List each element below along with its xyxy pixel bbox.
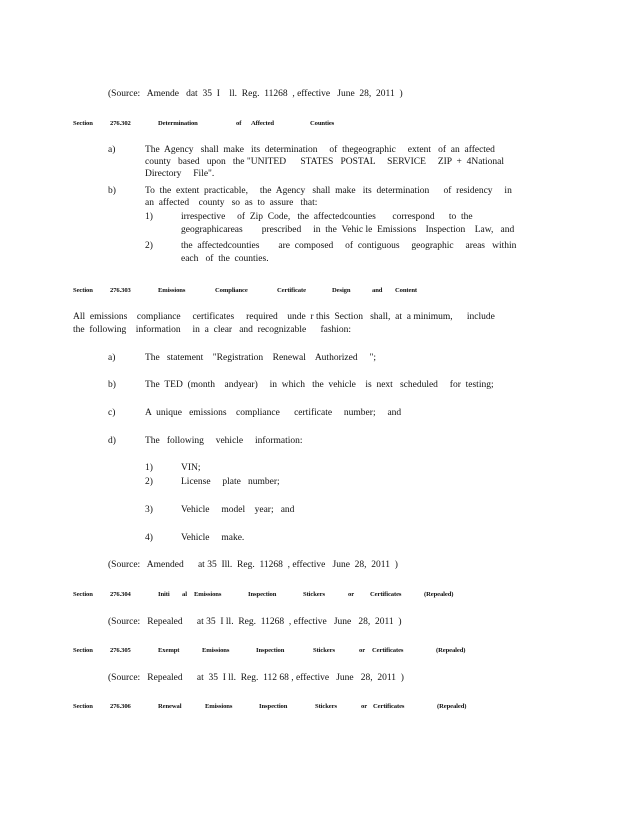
subitem-marker: 2) [145,477,153,487]
paragraph-line: county based upon the "UNITED STATES POSTAL SERVICE ZIP + 4National [145,157,505,167]
paragraph-line: The statement "Registration Renewal Authorized "; [145,353,376,363]
section-title-word: (Repealed) [437,703,467,710]
item-marker: b) [108,186,116,196]
section-word: Section [73,703,93,710]
item-marker: c) [108,408,116,418]
section-title-word: or [361,703,368,710]
section-word: Section [73,647,93,654]
subitem-marker: 4) [145,533,153,543]
subitem-marker: 3) [145,505,153,515]
section-title-word: Inspection [256,647,285,654]
source-note: (Source: Amended at 35 Ill. Reg. 11268 , effective June 28, 2011 ) [108,560,398,570]
source-note: (Source: Repealed at 35 I ll. Reg. 11268 , effective June 28, 2011 ) [108,617,402,627]
section-word: Section [73,120,93,127]
section-title-word: Certificate [277,287,306,294]
section-title-word: Counties [310,120,335,127]
section-title-word: Compliance [215,287,248,294]
section-heading-276-306 [73,701,573,833]
section-word: Section [73,287,93,294]
paragraph-line: geographicareas prescribed in the Vehic le Emissions Inspection Law, and [181,225,515,235]
section-number: 276.303 [110,287,131,294]
section-title-word: Emissions [158,287,186,294]
paragraph-line: A unique emissions compliance certificate number; and [145,408,402,418]
section-title-word: (Repealed) [424,591,454,598]
section-title-word: Stickers [303,591,325,598]
section-number: 276.306 [110,703,131,710]
subitem-marker: 1) [145,212,153,222]
paragraph-line: All emissions compliance certificates required unde r this Section shall, at a minimum, include [73,312,495,322]
section-title-word: Inspection [259,703,288,710]
section-title-word: Determination [158,120,198,127]
paragraph-line: irrespective of Zip Code, the affectedcounties correspond to the [181,212,473,222]
paragraph-line: The Agency shall make its determination of thegeographic extent of an affected [145,145,495,155]
source-note-top: (Source: Amende dat 35 I ll. Reg. 11268 , effective June 28, 2011 ) [108,89,403,99]
section-title-word: Emissions [194,591,222,598]
item-marker: b) [108,380,116,390]
source-note: (Source: Repealed at 35 I ll. Reg. 112 68 , effective June 28, 2011 ) [108,673,404,683]
section-title-word: Design [332,287,351,294]
paragraph-line: Vehicle model year; and [181,505,295,515]
section-title-word: Affected [251,120,274,127]
section-title-word: Certificates [370,591,402,598]
section-word: Section [73,591,93,598]
section-title-word: Stickers [313,647,335,654]
section-title-word: Inspection [248,591,277,598]
section-title-word: Certificates [372,647,404,654]
paragraph-line: Directory File". [145,169,215,179]
paragraph-line: License plate number; [181,477,280,487]
section-number: 276.302 [110,120,131,127]
section-title-word: and [372,287,383,294]
section-title-word: or [359,647,366,654]
section-title-word: Renewal [158,703,182,710]
section-title-word: Stickers [315,703,337,710]
section-number: 276.305 [110,647,131,654]
paragraph-line: an affected county so as to assure that: [145,198,318,208]
paragraph-line: the affectedcounties are composed of contiguous geographic areas within [181,241,517,251]
section-title-word: of [236,120,242,127]
section-title-word: al [182,591,187,598]
subitem-marker: 2) [145,241,153,251]
paragraph-line: The TED (month andyear) in which the vehicle is next scheduled for testing; [145,380,494,390]
section-title-word: Emissions [205,703,233,710]
section-title-word: Certificates [373,703,405,710]
subitem-marker: 1) [145,463,153,473]
section-number: 276.304 [110,591,131,598]
paragraph-line: To the extent practicable, the Agency shall make its determination of residency in [145,186,512,196]
item-marker: d) [108,436,116,446]
section-title-word: Exempt [158,647,180,654]
paragraph-line: VIN; [181,463,201,473]
paragraph-line: The following vehicle information: [145,436,303,446]
section-title-word: Initi [158,591,170,598]
section-title-word: Emissions [202,647,230,654]
paragraph-line: the following information in a clear and recognizable fashion: [73,325,352,335]
item-marker: a) [108,353,116,363]
paragraph-line: Vehicle make. [181,533,245,543]
item-marker: a) [108,145,116,155]
section-title-word: (Repealed) [436,647,466,654]
section-title-word: Content [395,287,418,294]
paragraph-line: each of the counties. [181,254,269,264]
section-title-word: or [348,591,355,598]
